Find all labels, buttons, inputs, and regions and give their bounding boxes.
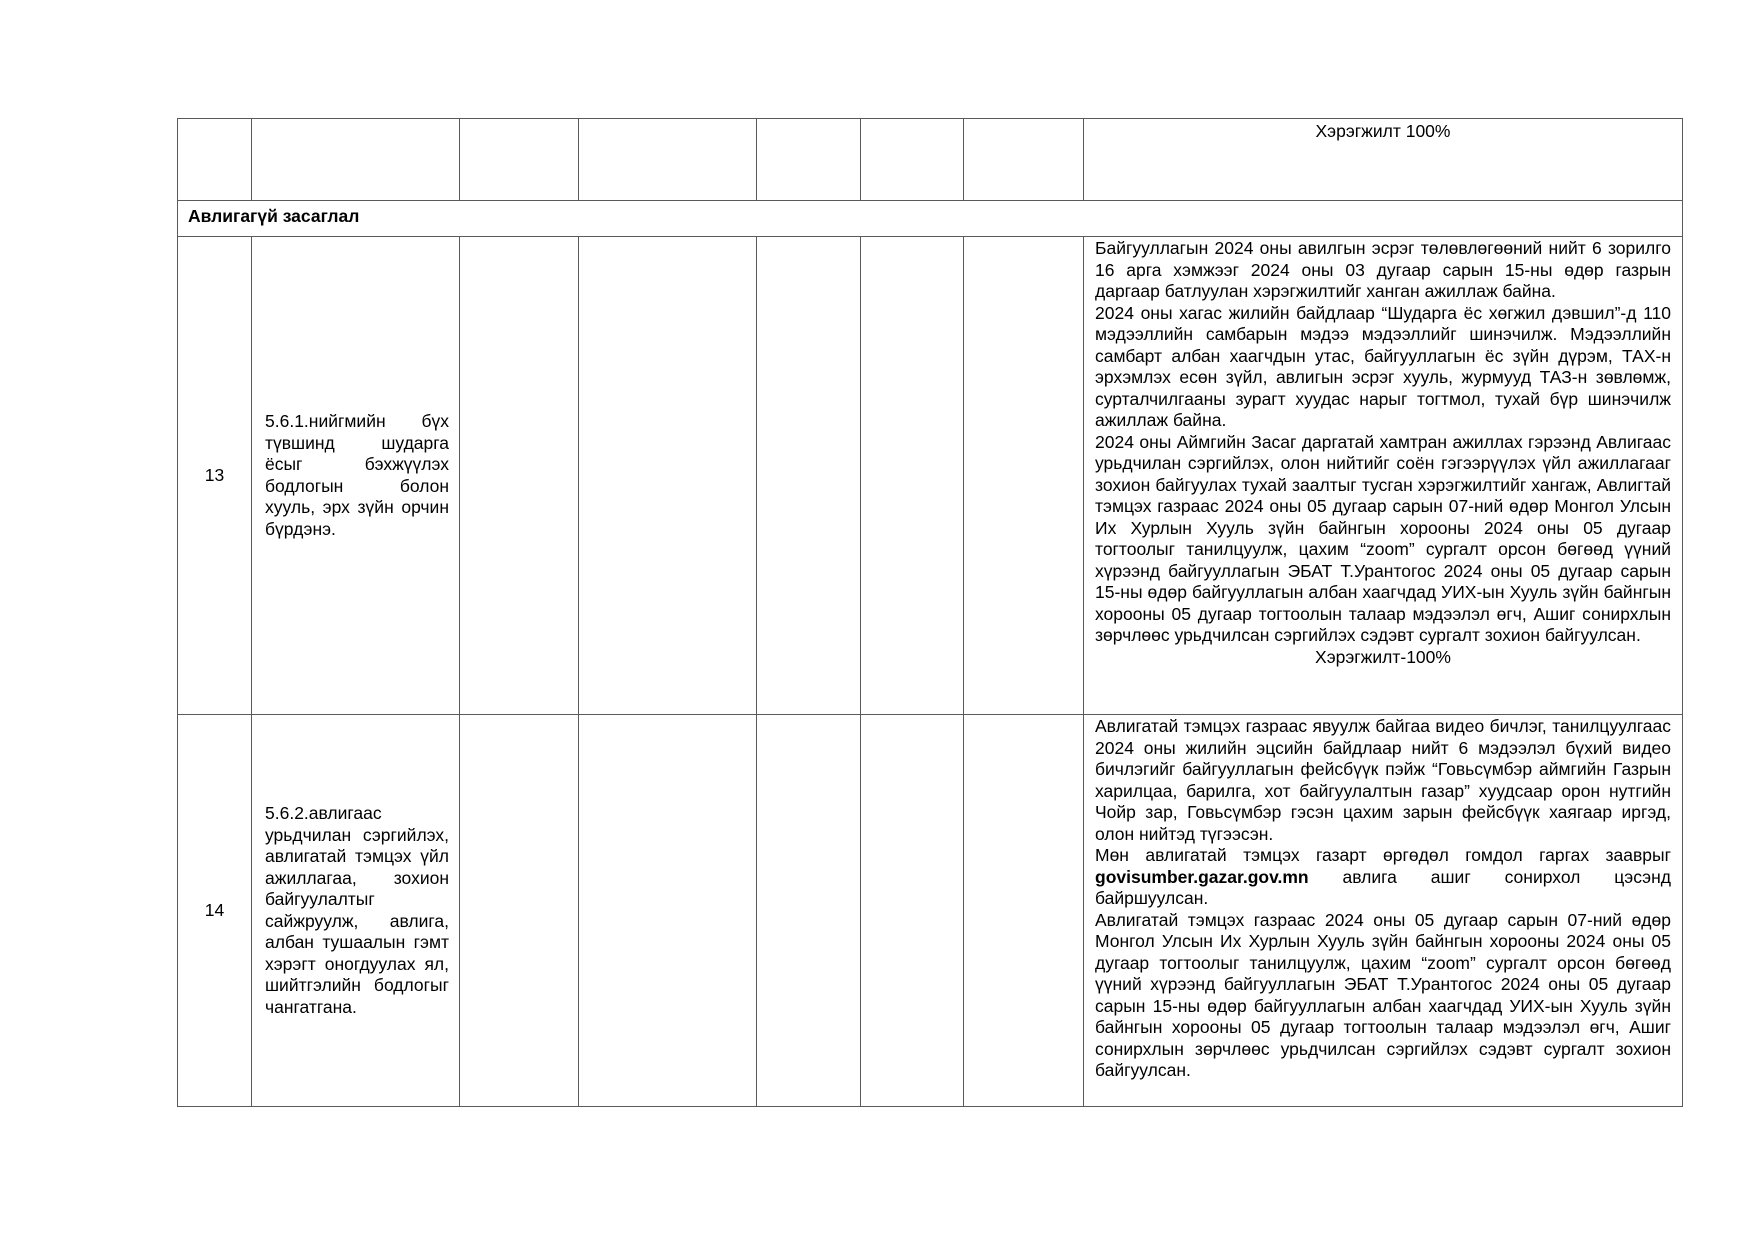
cell-empty — [460, 119, 579, 201]
cell-empty — [861, 119, 964, 201]
measure-text — [252, 237, 460, 715]
implementation-cell — [1084, 715, 1683, 1107]
cell-empty — [861, 237, 964, 715]
implementation-paragraph: 2024 оны хагас жилийн байдлаар “Шударга ёс хөгжил дэвшил”-д 110 мэдээллийн самбарын мэдээ мэдээллийг шинэчилж. Мэдээллийн самбарт албан хаагчдын утас, байгууллагын ёс зүйн дүрэм, ТАХ-н эрхэмлэх есөн зүйл, авлигын эсрэг хууль, журмууд ТАЗ-н зөвлөмж, сурталчилгааны зурагт хуудас нарыг тогтмол, тухай бүр шинэчилж ажиллаж байна. — [1095, 302, 1671, 430]
section-header-row — [178, 201, 1683, 237]
paragraph-text: Мөн авлигатай тэмцэх газарт өргөдөл гомдол гаргах зааврыг — [1095, 845, 1671, 865]
measure-paragraph: 5.6.1.нийгмийн бүх түвшинд шударга ёсыг бэхжүүлэх бодлогын болон хууль, эрх зүйн орчин бүрдэнэ. — [265, 411, 449, 539]
cell-empty — [579, 715, 757, 1107]
implementation-paragraph: Авлигатай тэмцэх газраас 2024 оны 05 дугаар сарын 07-ний өдөр Монгол Улсын Их Хурлын Хууль зүйн байнгын хорооны 2024 оны 05 дугаар тогтоолыг танилцуулж, цахим “zoom” сургалт орсон бөгөөд үүний хүрээнд байгууллагын ЭБАТ Т.Урантогос 2024 оны 05 дугаар сарын 15-ны өдөр байгууллагын албан хаагчдад УИХ-ын Хууль зүйн байнгын хорооны 05 дугаар тогтоолын талаар мэдээлэл өгч, Ашиг сонирхлын зөрчлөөс урьдчилсан сэргийлэх сэдэвт сургалт зохион байгуулсан. — [1095, 909, 1671, 1080]
table-row — [178, 715, 1683, 1107]
implementation-paragraph — [1095, 845, 1671, 910]
cell-empty — [757, 237, 861, 715]
table-row-top — [178, 119, 1683, 201]
cell-empty — [861, 715, 964, 1107]
cell-empty — [757, 715, 861, 1107]
cell-empty — [757, 119, 861, 201]
cell-empty — [964, 715, 1084, 1107]
implementation-cell — [1084, 237, 1683, 715]
cell-empty — [460, 715, 579, 1107]
implementation-paragraph: Байгууллагын 2024 оны авилгын эсрэг төлөвлөгөөний нийт 6 зорилго 16 арга хэмжээг 2024 оны 03 дугаар сарын 15-ны өдөр газрын даргаар батлуулан хэрэгжилтийг ханган ажиллаж байна. — [1095, 238, 1671, 301]
cell-empty — [579, 237, 757, 715]
cell-empty — [252, 119, 460, 201]
result-text: Хэрэгжилт-100% — [1315, 646, 1451, 667]
measure-paragraph: 5.6.2.авлигаас урьдчилан сэргийлэх, авлигатай тэмцэх үйл ажиллагаа, зохион байгуулалтыг сайжруулж, авлига, албан тушаалын гэмт хэрэгт оногдуулах ял, шийтгэлийн бодлогыг чангатгана. — [265, 803, 449, 1017]
row-number: 13 — [178, 237, 252, 715]
implementation-paragraph: 2024 оны Аймгийн Засаг даргатай хамтран ажиллах гэрээнд Авлигаас урьдчилан сэргийлэх, олон нийтийг соён гэгээрүүлэх үйл ажиллагааг зохион байгуулах тухай заалтыг тусган хэрэгжилтийг хангаж, Авлигтай тэмцэх газраас 2024 оны 05 дугаар сарын 07-ний өдөр Монгол Улсын Их Хурлын Хууль зүйн байнгын хорооны 2024 оны 05 дугаар тогтоолыг танилцуулж, цахим “zoom” сургалт орсон бөгөөд үүний хүрээнд байгууллагын ЭБАТ Т.Урантогос 2024 оны 05 дугаар сарын 15-ны өдөр байгууллагын албан хаагчдад УИХ-ын Хууль зүйн байнгын хорооны 05 дугаар тогтоолын талаар мэдээлэл өгч, Ашиг сонирхлын зөрчлөөс урьдчилсан сэргийлэх сэдэвт сургалт зохион байгуулсан. — [1095, 431, 1671, 645]
cell-empty — [460, 237, 579, 715]
cell-empty — [964, 119, 1084, 201]
cell-empty — [964, 237, 1084, 715]
report-table — [177, 118, 1683, 1107]
cell-empty — [579, 119, 757, 201]
table-row — [178, 237, 1683, 715]
implementation-paragraph: Авлигатай тэмцэх газраас явуулж байгаа видео бичлэг, танилцуулгаас 2024 оны жилийн эцсийн байдлаар нийт 6 мэдээлэл бүхий видео бичлэгийг байгууллагын фейсбүүк пэйж “Говьсүмбэр аймгийн Газрын харилцаа, барилга, хот байгуулалтын газар” хуудсаар орон нутгийн Чойр зар, Говьсүмбэр гэсэн цахим зарын фейсбүүк хаягаар иргэд, олон нийтэд түгээсэн. — [1095, 716, 1671, 844]
result-text: Хэрэгжилт 100% — [1315, 121, 1451, 141]
cell-empty — [178, 119, 252, 201]
measure-text — [252, 715, 460, 1107]
row-number: 14 — [178, 715, 252, 1107]
website-link[interactable]: govisumber.gazar.gov.mn — [1095, 866, 1309, 887]
paragraph-text: авлига ашиг сонирхол цэсэнд байршуулсан. — [1095, 866, 1671, 908]
section-title: Авлигагүй засаглал — [178, 201, 1683, 237]
result-cell — [1084, 119, 1683, 201]
